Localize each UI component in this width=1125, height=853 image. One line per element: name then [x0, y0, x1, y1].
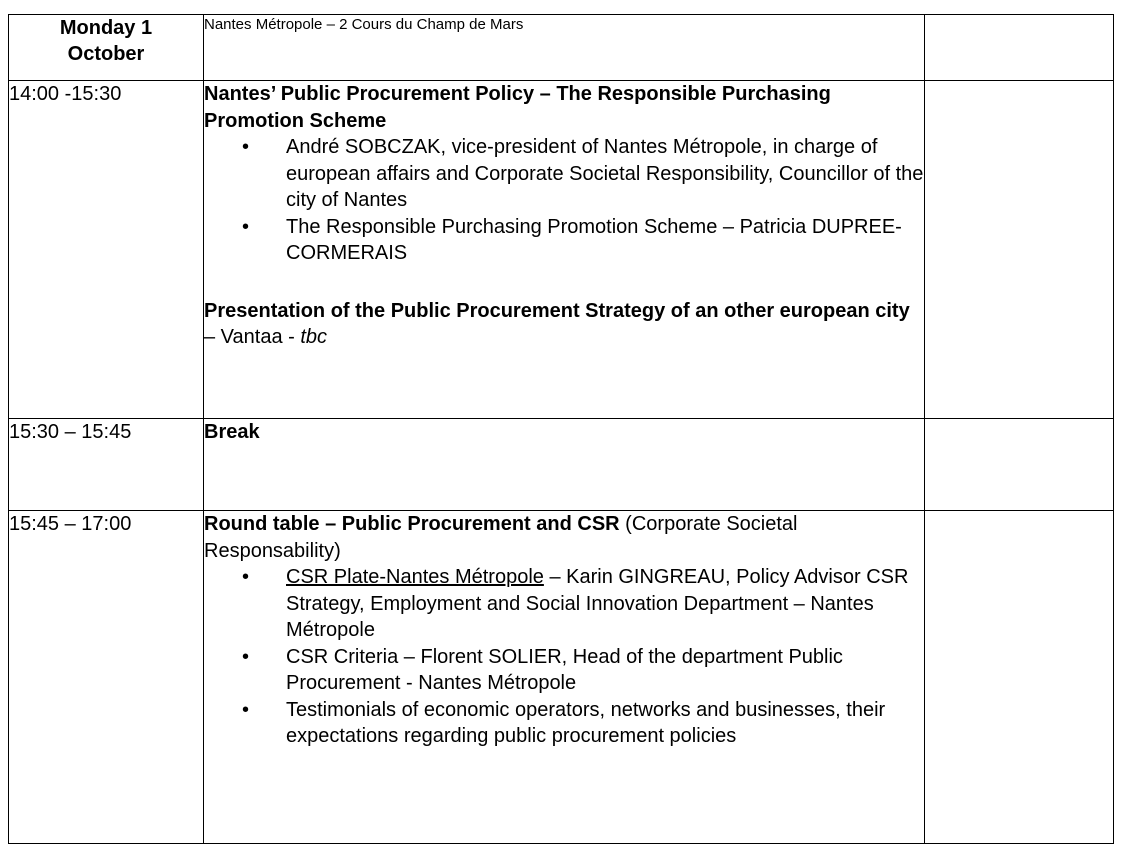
session-time: 14:00 -15:30 — [9, 83, 122, 105]
csr-plate-link[interactable]: CSR Plate-Nantes Métropole — [286, 566, 544, 588]
session-title: Nantes’ Public Procurement Policy – The Responsible Purchasing Promotion Scheme — [204, 83, 831, 132]
session-time: 15:30 – 15:45 — [9, 421, 132, 443]
list-item: • CSR Criteria – Florent SOLIER, Head of the department Public Procurement - Nantes Métropole — [242, 645, 843, 694]
content-cell-1 — [204, 81, 925, 419]
speaker-list — [204, 134, 924, 267]
session-row-3 — [9, 511, 1114, 844]
content-cell-2 — [204, 419, 925, 511]
list-item: • André SOBCZAK, vice-president of Nantes Métropole, in charge of european affairs and Corporate Societal Responsibility, Councillor of the city of Nantes — [242, 136, 924, 211]
day-line2: October — [67, 43, 145, 65]
venue-text: Nantes Métropole – 2 Cours du Champ de Mars — [204, 16, 524, 33]
time-cell-2 — [9, 419, 204, 511]
row1-empty-cell — [925, 81, 1114, 419]
bullet-icon: • — [242, 566, 250, 588]
day-line1: Monday 1 — [59, 17, 153, 39]
session-title: Round table – Public Procurement and CSR (Corporate Societal Responsability) — [204, 513, 798, 562]
venue-cell — [204, 15, 925, 81]
list-item: • The Responsible Purchasing Promotion Scheme – Patricia DUPREE-CORMERAIS — [242, 215, 902, 264]
list-item: • CSR Plate-Nantes Métropole – Karin GINGREAU, Policy Advisor CSR Strategy, Employment and Social Innovation Department – Nantes Métropole — [242, 566, 909, 641]
list-item: • Testimonials of economic operators, networks and businesses, their expectations regarding public procurement policies — [242, 698, 886, 747]
session-title: Break — [204, 421, 260, 443]
agenda-table — [8, 14, 1114, 844]
row3-empty-cell — [925, 511, 1114, 844]
speaker-list — [204, 564, 924, 750]
bullet-icon: • — [242, 136, 250, 158]
day-cell — [9, 15, 204, 81]
bullet-icon: • — [242, 215, 250, 238]
bullet-icon: • — [242, 645, 250, 668]
session-row-2 — [9, 419, 1114, 511]
header-empty-cell — [925, 15, 1114, 81]
content-cell-3 — [204, 511, 925, 844]
time-cell-3 — [9, 511, 204, 844]
time-cell-1 — [9, 81, 204, 419]
session-time: 15:45 – 17:00 — [9, 513, 132, 535]
bullet-icon: • — [242, 698, 250, 721]
presentation-line: Presentation of the Public Procurement Strategy of an other european city – Vantaa - tbc — [204, 299, 910, 348]
row2-empty-cell — [925, 419, 1114, 511]
header-row — [9, 15, 1114, 81]
session-row-1 — [9, 81, 1114, 419]
